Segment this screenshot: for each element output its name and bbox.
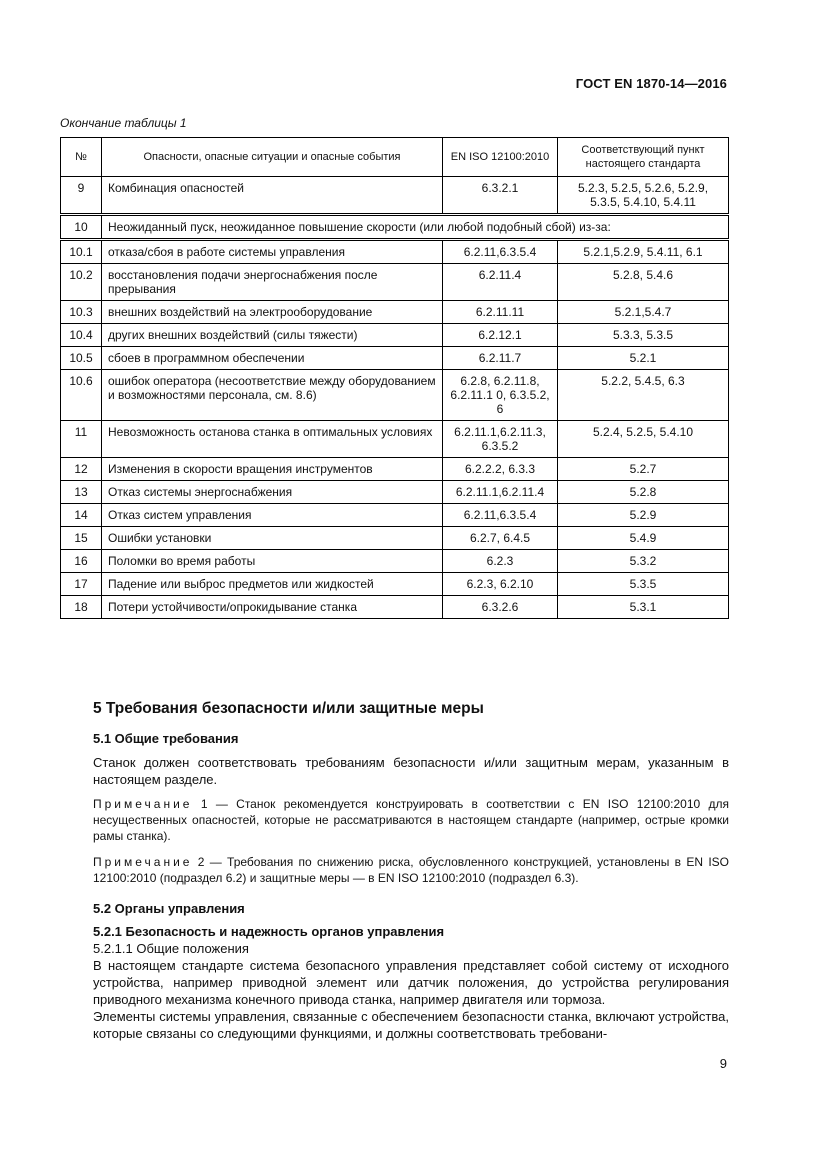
row-iso-ref: 6.2.3, 6.2.10: [443, 573, 558, 596]
row-iso-ref: 6.2.11,6.3.5.4: [443, 240, 558, 264]
table-row: [61, 527, 729, 550]
table-row: [61, 573, 729, 596]
table-row: [61, 458, 729, 481]
col-header-number: №: [61, 138, 102, 177]
row-hazard: Отказ систем управления: [102, 504, 443, 527]
row-clause-ref: 5.2.1,5.4.7: [558, 301, 729, 324]
row-hazard: Отказ системы энергоснабжения: [102, 481, 443, 504]
section-5-1-text: Станок должен соответствовать требованиям безопасности и/или защитным мерам, указанным в настоящем разделе.: [93, 755, 729, 787]
row-number: 10.3: [61, 301, 102, 324]
row-iso-ref: 6.3.2.1: [443, 177, 558, 215]
row-iso-ref: 6.2.7, 6.4.5: [443, 527, 558, 550]
note-1-text: 1 — Станок рекомендуется конструировать в соответствии с EN ISO 12100:2010 для несущественных опасностей, которые не рассматриваются в настоящем стандарте (например, острые кромки рамы станка).: [93, 797, 729, 843]
row-number: 10: [61, 215, 102, 240]
table-row: [61, 504, 729, 527]
note-1-label: Примечание: [93, 797, 193, 811]
section-5-2-1-1-title: 5.2.1.1 Общие положения: [93, 941, 249, 956]
col-header-hazards: Опасности, опасные ситуации и опасные события: [102, 138, 443, 177]
row-clause-ref: 5.2.4, 5.2.5, 5.4.10: [558, 421, 729, 458]
row-clause-ref: 5.2.8: [558, 481, 729, 504]
row-clause-ref: 5.2.2, 5.4.5, 6.3: [558, 370, 729, 421]
row-hazard: внешних воздействий на электрооборудование: [102, 301, 443, 324]
table-row: [61, 550, 729, 573]
row-clause-ref: 5.2.3, 5.2.5, 5.2.6, 5.2.9, 5.3.5, 5.4.10, 5.4.11: [558, 177, 729, 215]
table-row: [61, 347, 729, 370]
row-hazard: Изменения в скорости вращения инструментов: [102, 458, 443, 481]
table-row: [61, 301, 729, 324]
table-header-row: [61, 138, 729, 177]
table-row: [61, 215, 729, 240]
section-5: [93, 700, 729, 1042]
section-5-2-title: 5.2 Органы управления: [93, 901, 245, 916]
note-2-text: 2 — Требования по снижению риска, обусловленного конструкцией, установлены в EN ISO 12100:2010 (подраздел 6.2) и защитные меры — в EN ISO 12100:2010 (подраздел 6.3).: [93, 855, 729, 885]
row-hazard: Падение или выброс предметов или жидкостей: [102, 573, 443, 596]
row-number: 17: [61, 573, 102, 596]
row-number: 13: [61, 481, 102, 504]
row-number: 10.2: [61, 264, 102, 301]
row-iso-ref: 6.2.11.11: [443, 301, 558, 324]
row-clause-ref: 5.3.2: [558, 550, 729, 573]
row-clause-ref: 5.4.9: [558, 527, 729, 550]
section-5-2-1-title: 5.2.1 Безопасность и надежность органов управления: [93, 924, 445, 939]
section-5-1-title: 5.1 Общие требования: [93, 731, 239, 746]
table-row: [61, 370, 729, 421]
row-hazard: Невозможность останова станка в оптимальных условиях: [102, 421, 443, 458]
row-clause-ref: 5.2.7: [558, 458, 729, 481]
table-row: [61, 240, 729, 264]
row-hazard: Неожиданный пуск, неожиданное повышение скорости (или любой подобный сбой) из-за:: [102, 215, 729, 240]
row-hazard: Комбинация опасностей: [102, 177, 443, 215]
row-iso-ref: 6.2.11.4: [443, 264, 558, 301]
row-number: 9: [61, 177, 102, 215]
note-1: [93, 796, 729, 844]
row-iso-ref: 6.3.2.6: [443, 596, 558, 619]
row-number: 12: [61, 458, 102, 481]
row-clause-ref: 5.3.1: [558, 596, 729, 619]
table-row: [61, 324, 729, 347]
row-hazard: Ошибки установки: [102, 527, 443, 550]
row-iso-ref: 6.2.11.1,6.2.11.3, 6.3.5.2: [443, 421, 558, 458]
paragraph-2: Элементы системы управления, связанные с обеспечением безопасности станка, включают устройства, которые связаны со следующими функциями, и должны соответствовать требовани-: [93, 1009, 729, 1041]
row-iso-ref: 6.2.2.2, 6.3.3: [443, 458, 558, 481]
row-hazard: ошибок оператора (несоответствие между оборудованием и возможностями персонала, см. 8.6): [102, 370, 443, 421]
table-caption: Окончание таблицы 1: [60, 116, 187, 130]
col-header-clause: Соответствующий пункт настоящего стандарта: [558, 138, 729, 177]
row-number: 10.1: [61, 240, 102, 264]
row-number: 16: [61, 550, 102, 573]
row-hazard: Поломки во время работы: [102, 550, 443, 573]
row-clause-ref: 5.2.1,5.2.9, 5.4.11, 6.1: [558, 240, 729, 264]
row-number: 11: [61, 421, 102, 458]
hazards-table: [60, 137, 729, 619]
row-hazard: Потери устойчивости/опрокидывание станка: [102, 596, 443, 619]
row-iso-ref: 6.2.3: [443, 550, 558, 573]
row-hazard: других внешних воздействий (силы тяжести): [102, 324, 443, 347]
note-2-label: Примечание: [93, 855, 193, 869]
row-hazard: восстановления подачи энергоснабжения после прерывания: [102, 264, 443, 301]
table-row: [61, 177, 729, 215]
page-number: 9: [719, 1056, 727, 1071]
table-row: [61, 264, 729, 301]
row-number: 14: [61, 504, 102, 527]
table-body: [61, 177, 729, 619]
row-number: 10.6: [61, 370, 102, 421]
row-hazard: отказа/сбоя в работе системы управления: [102, 240, 443, 264]
paragraph-1: В настоящем стандарте система безопасного управления представляет собой систему от исходного устройства, например приводной элемент или датчик положения, до устройства регулирования приводного механизма конечного привода станка, например двигателя или тормоза.: [93, 958, 729, 1007]
table-row: [61, 596, 729, 619]
row-iso-ref: 6.2.11.1,6.2.11.4: [443, 481, 558, 504]
table-row: [61, 481, 729, 504]
row-clause-ref: 5.2.9: [558, 504, 729, 527]
table-row: [61, 421, 729, 458]
col-header-iso: EN ISO 12100:2010: [443, 138, 558, 177]
row-hazard: сбоев в программном обеспечении: [102, 347, 443, 370]
row-iso-ref: 6.2.11,6.3.5.4: [443, 504, 558, 527]
row-clause-ref: 5.3.3, 5.3.5: [558, 324, 729, 347]
row-clause-ref: 5.2.1: [558, 347, 729, 370]
row-number: 15: [61, 527, 102, 550]
row-iso-ref: 6.2.12.1: [443, 324, 558, 347]
document-code: ГОСТ EN 1870-14—2016: [575, 76, 727, 91]
row-iso-ref: 6.2.11.7: [443, 347, 558, 370]
row-number: 10.5: [61, 347, 102, 370]
row-number: 18: [61, 596, 102, 619]
note-2: [93, 854, 729, 886]
section-5-title: 5 Требования безопасности и/или защитные меры: [93, 700, 484, 717]
row-number: 10.4: [61, 324, 102, 347]
row-clause-ref: 5.2.8, 5.4.6: [558, 264, 729, 301]
row-iso-ref: 6.2.8, 6.2.11.8, 6.2.11.1 0, 6.3.5.2, 6: [443, 370, 558, 421]
row-clause-ref: 5.3.5: [558, 573, 729, 596]
